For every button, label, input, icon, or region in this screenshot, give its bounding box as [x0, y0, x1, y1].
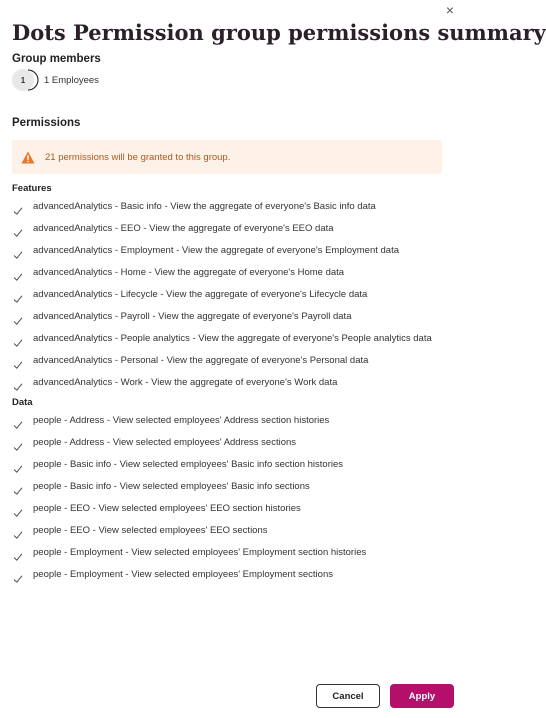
checkmark-icon — [13, 508, 23, 518]
checkmark-icon — [13, 552, 23, 562]
permission-item — [0, 240, 460, 262]
checkmark-icon — [13, 530, 23, 540]
checkmark-icon — [13, 442, 23, 452]
checkmark-icon — [13, 338, 23, 348]
checkmark-icon — [13, 420, 23, 430]
permission-item — [0, 350, 460, 372]
permissions-warning-banner — [12, 140, 442, 174]
checkmark-icon — [13, 272, 23, 282]
permission-label: advancedAnalytics - EEO - View the aggregate of everyone's EEO data — [33, 223, 334, 234]
permission-label: people - Employment - View selected employees' Employment sections — [33, 569, 333, 580]
group-members-heading: Group members — [12, 53, 101, 65]
permission-item — [0, 328, 460, 350]
checkmark-icon — [13, 316, 23, 326]
checkmark-icon — [13, 294, 23, 304]
permission-item — [0, 262, 460, 284]
apply-button[interactable]: Apply — [390, 684, 454, 708]
permission-label: people - Employment - View selected employees' Employment section histories — [33, 547, 367, 558]
checkmark-icon — [13, 486, 23, 496]
warning-text: 21 permissions will be granted to this group. — [45, 151, 231, 163]
permission-label: advancedAnalytics - Basic info - View the aggregate of everyone's Basic info data — [33, 201, 376, 212]
permission-item — [0, 410, 460, 432]
permissions-list[interactable] — [0, 180, 460, 666]
permission-label: advancedAnalytics - Payroll - View the aggregate of everyone's Payroll data — [33, 311, 352, 322]
permission-item — [0, 432, 460, 454]
permission-label: people - EEO - View selected employees' EEO sections — [33, 525, 268, 536]
permission-item — [0, 564, 460, 586]
checkmark-icon — [13, 574, 23, 584]
permission-item — [0, 498, 460, 520]
cancel-button[interactable]: Cancel — [316, 684, 380, 708]
category-heading: Features — [12, 183, 52, 194]
permission-label: advancedAnalytics - Home - View the aggregate of everyone's Home data — [33, 267, 345, 278]
permission-item — [0, 284, 460, 306]
dialog-title: Dots Permission group permissions summary — [12, 20, 546, 45]
checkmark-icon — [13, 206, 23, 216]
permission-item — [0, 196, 460, 218]
permission-label: advancedAnalytics - Lifecycle - View the aggregate of everyone's Lifecycle data — [33, 289, 368, 300]
permission-label: advancedAnalytics - People analytics - View the aggregate of everyone's People analytics data — [33, 333, 432, 344]
close-icon[interactable]: × — [445, 2, 454, 18]
checkmark-icon — [13, 360, 23, 370]
permission-label: people - Address - View selected employees' Address section histories — [33, 415, 330, 426]
permission-item — [0, 218, 460, 240]
permission-label: people - Basic info - View selected employees' Basic info sections — [33, 481, 310, 492]
avatar-stack-icon — [22, 69, 40, 91]
checkmark-icon — [13, 382, 23, 392]
permission-label: people - Address - View selected employees' Address sections — [33, 437, 297, 448]
permission-item — [0, 454, 460, 476]
checkmark-icon — [13, 464, 23, 474]
permission-label: advancedAnalytics - Work - View the aggregate of everyone's Work data — [33, 377, 338, 388]
permission-item — [0, 372, 460, 394]
permission-item — [0, 520, 460, 542]
permission-item — [0, 542, 460, 564]
members-label: 1 Employees — [44, 74, 99, 86]
checkmark-icon — [13, 228, 23, 238]
warning-icon — [21, 151, 35, 164]
member-count: 1 — [20, 75, 26, 85]
dialog-footer — [0, 666, 460, 718]
permission-item — [0, 476, 460, 498]
checkmark-icon — [13, 250, 23, 260]
group-members — [12, 69, 99, 91]
permission-item — [0, 306, 460, 328]
permission-label: people - Basic info - View selected employees' Basic info section histories — [33, 459, 344, 470]
permission-label: people - EEO - View selected employees' EEO section histories — [33, 503, 301, 514]
permission-label: advancedAnalytics - Personal - View the aggregate of everyone's Personal data — [33, 355, 369, 366]
category-heading: Data — [12, 397, 33, 408]
permissions-heading: Permissions — [12, 117, 81, 129]
permission-label: advancedAnalytics - Employment - View the aggregate of everyone's Employment data — [33, 245, 400, 256]
